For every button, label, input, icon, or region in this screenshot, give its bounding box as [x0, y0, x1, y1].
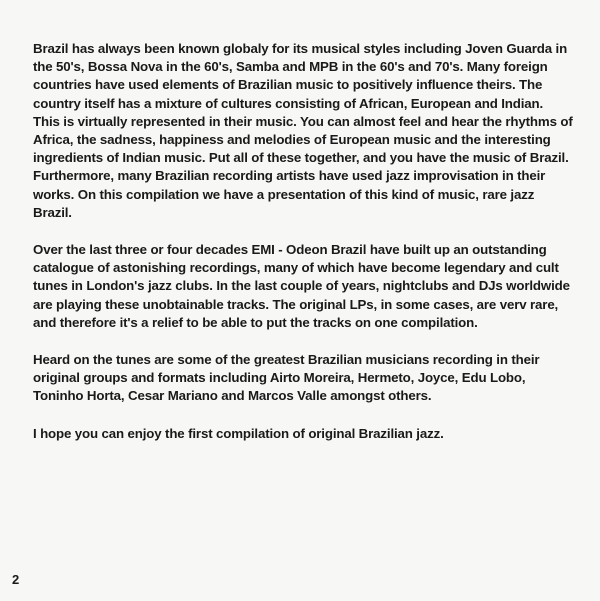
paragraph-intro: Brazil has always been known globaly for its musical styles including Joven Guarda in the 50's, Bossa Nova in the 60's, Samba and MPB in the 60's and 70's. Many foreign countries have used elements of Brazilian music to positively influence theirs. The country itself has a mixture of cultures consisting of African, European and Indian. This is virtually represented in their music. You can almost feel and hear the rhythms of Africa, the sadness, happiness and melodies of European music and the interesting ingredients of Indian music. Put all of these together, and you have the music of Brazil. Furthermore, many Brazilian recording artists have used jazz improvisation in their works. On this compilation we have a presentation of this kind of music, rare jazz Brazil. [33, 41, 573, 220]
paragraph-emi-odeon: Over the last three or four decades EMI - Odeon Brazil have built up an outstanding catalogue of astonishing recordings, many of which have become legendary and cult tunes in London's jazz clubs. In the last couple of years, nightclubs and DJs worldwide are playing these unobtainable tracks. The original LPs, in some cases, are verv rare, and therefore it's a relief to be able to put the tracks on one compilation. [33, 242, 570, 330]
liner-notes [33, 40, 573, 462]
paragraph-closing: I hope you can enjoy the first compilation of original Brazilian jazz. [33, 425, 444, 441]
paragraph-musicians: Heard on the tunes are some of the greatest Brazilian musicians recording in their original groups and formats including Airto Moreira, Hermeto, Joyce, Edu Lobo, Toninho Horta, Cesar Mariano and Marcos Valle amongst others. [33, 352, 540, 404]
page-number: 2 [12, 572, 20, 587]
